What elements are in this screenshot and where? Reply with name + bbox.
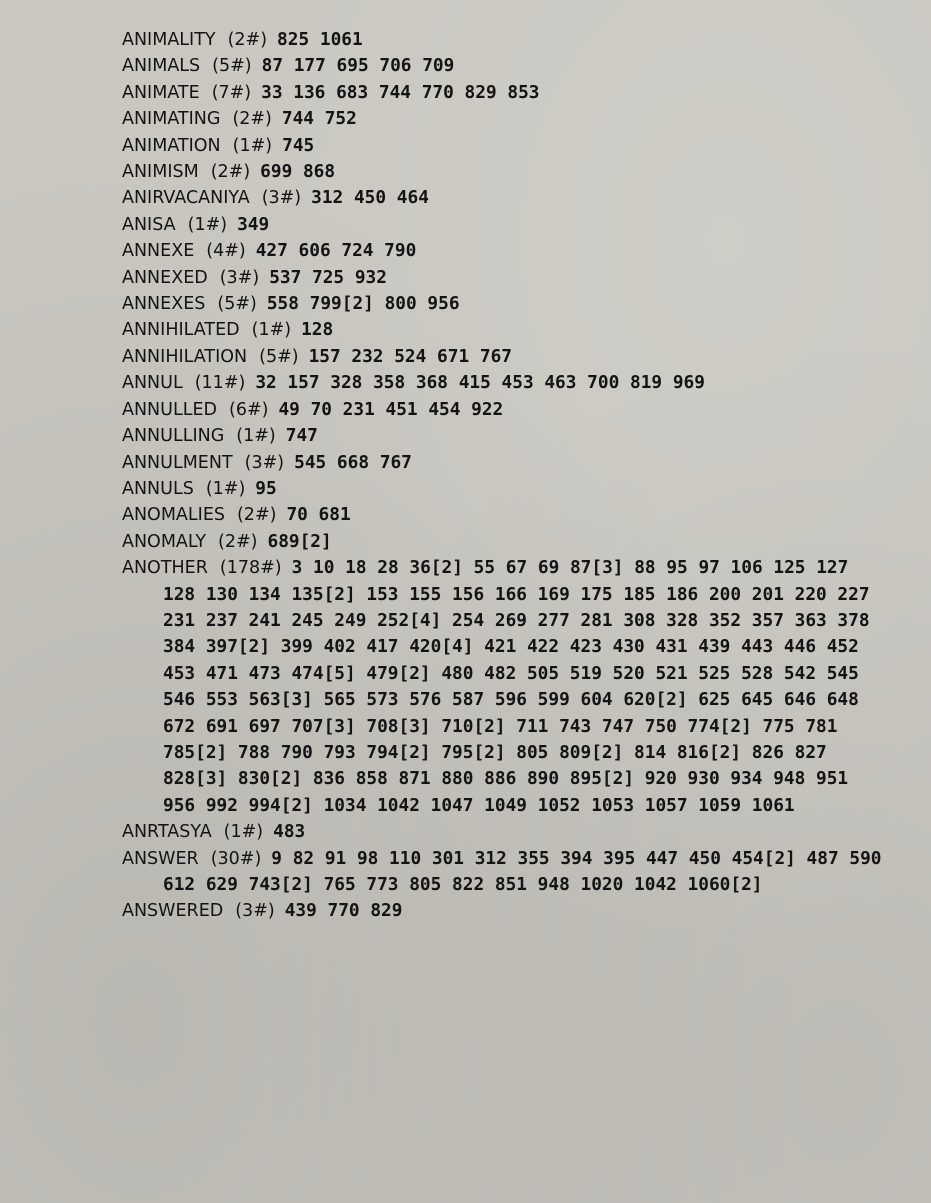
- page-references: 70 681: [286, 504, 351, 526]
- page-references: 689[2]: [267, 530, 332, 552]
- index-term: ANIRVACANIYA: [122, 188, 250, 209]
- page-references: 95: [255, 477, 277, 499]
- occurrence-count: (3#): [219, 267, 260, 288]
- occurrence-count: (6#): [229, 399, 269, 420]
- index-term: ANIMATE: [122, 82, 200, 103]
- index-entry: [122, 370, 882, 396]
- page-references: 744 752: [281, 108, 357, 130]
- page-references: 312 450 464: [311, 187, 429, 209]
- occurrence-count: (5#): [259, 346, 299, 367]
- index-term: ANNULS: [122, 478, 194, 499]
- occurrence-count: (2#): [232, 109, 272, 130]
- index-term: ANOMALIES: [122, 505, 225, 526]
- index-term: ANNUL: [122, 373, 183, 394]
- index-term: ANOTHER: [122, 558, 208, 579]
- occurrence-count: (2#): [210, 162, 251, 183]
- page-references: 49 70 231 451 454 922: [278, 398, 504, 420]
- index-term: ANNULMENT: [122, 452, 233, 473]
- page-references: 87 177 695 706 709: [261, 55, 455, 77]
- index-entry: [122, 898, 882, 924]
- occurrence-count: (1#): [223, 822, 264, 843]
- occurrence-count: (5#): [217, 294, 257, 315]
- occurrence-count: (2#): [218, 531, 258, 552]
- index-entry: [122, 212, 882, 238]
- index-entry: [122, 238, 882, 264]
- index-term: ANIMISM: [122, 162, 199, 183]
- occurrence-count: (1#): [236, 426, 276, 447]
- concordance-index-list: [122, 27, 882, 925]
- index-term: ANRTASYA: [122, 822, 212, 843]
- index-entry: [122, 423, 882, 449]
- page-references: 9 82 91 98 110 301 312 355 394 395 447 450 454[2] 487 590 612 629 743[2] 765 773 805 822 851 948 1020 1042 1060[2]: [163, 847, 882, 895]
- page-references: 699 868: [260, 161, 336, 183]
- index-entry: [122, 185, 882, 211]
- occurrence-count: (2#): [236, 505, 277, 526]
- index-term: ANIMALITY: [122, 30, 216, 50]
- page-references: 745: [282, 134, 315, 156]
- page-references: 3 10 18 28 36[2] 55 67 69 87[3] 88 95 97 106 125 127 128 130 134 135[2] 153 155 156 166 169 175 185 186 200 201 220 227 231 237 241 245 249 252[4] 254 269 277 281 308 328 352 357 363 378 384 397[2] 399 402 417 420[4] 421 422 423 430 431 439 443 446 452 453 471 473 474[5] 479[2] 480 482 505 519 520 521 525 528 542 545 546 553 563[3] 565 573 576 587 596 599 604 620[2] 625 645 646 648 672 691 697 707[3] 708[3] 710[2] 711 743 747 750 774[2] 775 781 785[2] 788 790 793 794[2] 795[2] 805 809[2] 814 816[2] 826 827 828[3] 830[2] 836 858 871 880 886 890 895[2] 920 930 934 948 951 956 992 994[2] 1034 1042 1047 1049 1052 1053 1057 1059 1061: [163, 557, 870, 816]
- index-entry: [122, 397, 882, 423]
- page-references: 32 157 328 358 368 415 453 463 700 819 969: [255, 372, 705, 394]
- index-term: ANNEXE: [122, 241, 195, 262]
- occurrence-count: (2#): [227, 30, 268, 50]
- page-references: 747: [285, 425, 318, 447]
- index-entry: [122, 27, 882, 53]
- index-term: ANNEXES: [122, 294, 206, 315]
- page-references: 128: [301, 319, 334, 341]
- index-term: ANIMALS: [122, 56, 201, 77]
- index-term: ANNIHILATED: [122, 320, 240, 341]
- page-references: 545 668 767: [294, 451, 412, 473]
- index-entry: [122, 450, 882, 476]
- index-term: ANSWER: [122, 848, 199, 869]
- index-term: ANOMALY: [122, 531, 207, 552]
- index-entry: [122, 133, 882, 159]
- occurrence-count: (7#): [211, 82, 252, 103]
- index-entry: [122, 317, 882, 343]
- index-entry: [122, 555, 882, 819]
- page-references: 483: [273, 821, 306, 843]
- index-entry: [122, 265, 882, 291]
- occurrence-count: (178#): [219, 558, 282, 579]
- page-references: 439 770 829: [284, 900, 403, 922]
- page-references: 33 136 683 744 770 829 853: [261, 81, 540, 103]
- occurrence-count: (3#): [261, 188, 302, 209]
- page-references: 349: [237, 213, 270, 235]
- index-term: ANIMATING: [122, 109, 221, 130]
- index-term: ANNULLED: [122, 399, 217, 420]
- occurrence-count: (30#): [210, 848, 262, 869]
- occurrence-count: (4#): [206, 241, 246, 262]
- index-entry: [122, 529, 882, 555]
- index-term: ANISA: [122, 214, 176, 235]
- occurrence-count: (3#): [235, 901, 275, 922]
- index-entry: [122, 53, 882, 79]
- occurrence-count: (3#): [244, 452, 285, 473]
- index-term: ANIMATION: [122, 135, 221, 156]
- occurrence-count: (1#): [251, 320, 292, 341]
- index-entry: [122, 159, 882, 185]
- index-entry: [122, 344, 882, 370]
- occurrence-count: (1#): [205, 478, 246, 499]
- index-entry: [122, 291, 882, 317]
- index-entry: [122, 502, 882, 528]
- index-term: ANNULLING: [122, 426, 225, 447]
- index-term: ANNIHILATION: [122, 346, 248, 367]
- page-references: 427 606 724 790: [255, 240, 417, 262]
- page-references: 157 232 524 671 767: [308, 345, 512, 367]
- index-entry: [122, 106, 882, 132]
- index-entry: [122, 80, 882, 106]
- page-references: 537 725 932: [269, 266, 387, 288]
- index-term: ANSWERED: [122, 901, 224, 922]
- index-term: ANNEXED: [122, 267, 208, 288]
- page-references: 825 1061: [277, 29, 363, 50]
- occurrence-count: (11#): [194, 373, 246, 394]
- index-entry: [122, 846, 882, 899]
- occurrence-count: (5#): [212, 56, 252, 77]
- occurrence-count: (1#): [232, 135, 273, 156]
- index-entry: [122, 476, 882, 502]
- index-entry: [122, 819, 882, 845]
- occurrence-count: (1#): [187, 214, 228, 235]
- page-references: 558 799[2] 800 956: [266, 293, 460, 315]
